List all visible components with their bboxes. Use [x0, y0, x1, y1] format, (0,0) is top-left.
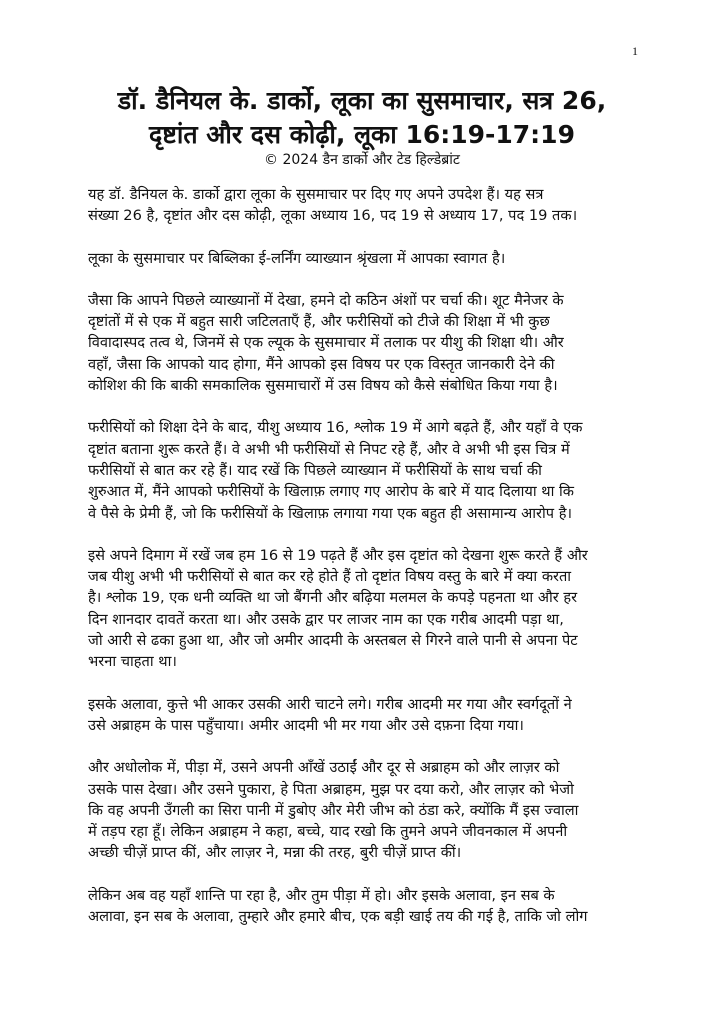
- title-line: डॉ. डैनियल के. डार्को, लूका का सुसमाचार, सत्र 26,: [117, 86, 607, 115]
- text-line: उसे अब्राहम के पास पहुँचाया। अमीर आदमी भी मर गया और उसे दफ़ना दिया गया।: [88, 716, 524, 734]
- text-line: विवादास्पद तत्व थे, जिनमें से एक ल्यूक के सुसमाचार में तलाक पर यीशु की शिक्षा थी। और: [88, 334, 564, 352]
- text-line: वहाँ, जैसा कि आपको याद होगा, मैंने आपको इस विषय पर एक विस्तृत जानकारी देने की: [88, 355, 555, 373]
- paragraph: [88, 885, 648, 928]
- paragraph: [88, 248, 648, 269]
- text-line: दृष्टांत बताना शुरू करते हैं। वे अभी भी फरीसियों से निपट रहे हैं, और वे अभी भी इस चित्र में: [88, 440, 570, 458]
- text-line: है। श्लोक 19, एक धनी व्यक्ति था जो बैंगनी और बढ़िया मलमल के कपड़े पहनता था और हर: [88, 589, 578, 607]
- paragraph: [88, 757, 648, 863]
- document-body: [88, 184, 648, 948]
- paragraph: [88, 545, 648, 673]
- text-line: भरना चाहता था।: [88, 653, 177, 671]
- text-line: इसे अपने दिमाग में रखें जब हम 16 से 19 पढ़ते हैं और इस दृष्टांत को देखना शुरू करते हैं और: [88, 546, 588, 564]
- text-line: और अधोलोक में, पीड़ा में, उसने अपनी आँखें उठाईं और दूर से अब्राहम को और लाज़र को: [88, 759, 560, 777]
- text-line: शुरुआत में, मैंने आपको फरीसियों के खिलाफ़ लगाए गए आरोप के बारे में याद दिलाया था कि: [88, 483, 574, 501]
- text-line: उसके पास देखा। और उसने पुकारा, हे पिता अब्राहम, मुझ पर दया करो, और लाज़र को भेजो: [88, 780, 574, 798]
- copyright-line: © 2024 डैन डार्को और टेड हिल्डेब्रांट: [264, 152, 460, 168]
- page-number: 1: [632, 44, 638, 58]
- text-line: इसके अलावा, कुत्ते भी आकर उसकी आरी चाटने लगे। गरीब आदमी मर गया और स्वर्गदूतों ने: [88, 695, 572, 713]
- text-line: अच्छी चीज़ें प्राप्त कीं, और लाज़र ने, मन्ना की तरह, बुरी चीज़ें प्राप्त कीं।: [88, 844, 462, 862]
- title-line: दृष्टांत और दस कोढ़ी, लूका 16:19-17:19: [149, 120, 575, 149]
- text-line: दिन शानदार दावतें करता था। और उसके द्वार पर लाजर नाम का एक गरीब आदमी पड़ा था,: [88, 610, 564, 628]
- text-line: अलावा, इन सब के अलावा, तुम्हारे और हमारे बीच, एक बड़ी खाई तय की गई है, ताकि जो लोग: [88, 908, 588, 926]
- text-line: दृष्टांतों में से एक में बहुत सारी जटिलताएँ हैं, और फरीसियों को टीजे की शिक्षा में भी कुछ: [88, 313, 550, 331]
- paragraph: [88, 417, 648, 523]
- text-line: जब यीशु अभी भी फरीसियों से बात कर रहे होते हैं तो दृष्टांत विषय वस्तु के बारे में क्या करता: [88, 568, 572, 586]
- text-line: संख्या 26 है, दृष्टांत और दस कोढ़ी, लूका अध्याय 16, पद 19 से अध्याय 17, पद 19 तक।: [88, 207, 578, 225]
- text-line: लूका के सुसमाचार पर बिब्लिका ई-लर्निंग व्याख्यान श्रृंखला में आपका स्वागत है।: [88, 249, 506, 267]
- text-line: फरीसियों को शिक्षा देने के बाद, यीशु अध्याय 16, श्लोक 19 में आगे बढ़ते हैं, और यहाँ वे एक: [88, 419, 583, 437]
- text-line: यह डॉ. डैनियल के. डार्को द्वारा लूका के सुसमाचार पर दिए गए अपने उपदेश हैं। यह सत्र: [88, 186, 544, 203]
- text-line: जैसा कि आपने पिछले व्याख्यानों में देखा, हमने दो कठिन अंशों पर चर्चा की। शूट मैनेजर के: [88, 291, 564, 309]
- text-line: फरीसियों से बात कर रहे हैं। याद रखें कि पिछले व्याख्यान में फरीसियों के साथ चर्चा की: [88, 461, 542, 479]
- document-title: [0, 84, 724, 152]
- text-line: कोशिश की कि बाकी समकालिक सुसमाचारों में उस विषय को कैसे संबोधित किया गया है।: [88, 377, 558, 395]
- paragraph: [88, 694, 648, 737]
- text-line: लेकिन अब वह यहाँ शान्ति पा रहा है, और तुम पीड़ा में हो। और इसके अलावा, इन सब के: [88, 886, 555, 904]
- text-line: में तड़प रहा हूँ। लेकिन अब्राहम ने कहा, बच्चे, याद रखो कि तुमने अपने जीवनकाल में अपनी: [88, 823, 568, 841]
- paragraph: [88, 290, 648, 396]
- text-line: वे पैसे के प्रेमी हैं, जो कि फरीसियों के खिलाफ़ लगाया गया एक बहुत ही असामान्य आरोप है।: [88, 504, 572, 522]
- text-line: कि वह अपनी उँगली का सिरा पानी में डुबोए और मेरी जीभ को ठंडा करे, क्योंकि मैं इस ज्वाला: [88, 801, 579, 819]
- paragraph: [88, 184, 648, 227]
- text-line: जो आरी से ढका हुआ था, और जो अमीर आदमी के अस्तबल से गिरने वाले पानी से अपना पेट: [88, 632, 578, 650]
